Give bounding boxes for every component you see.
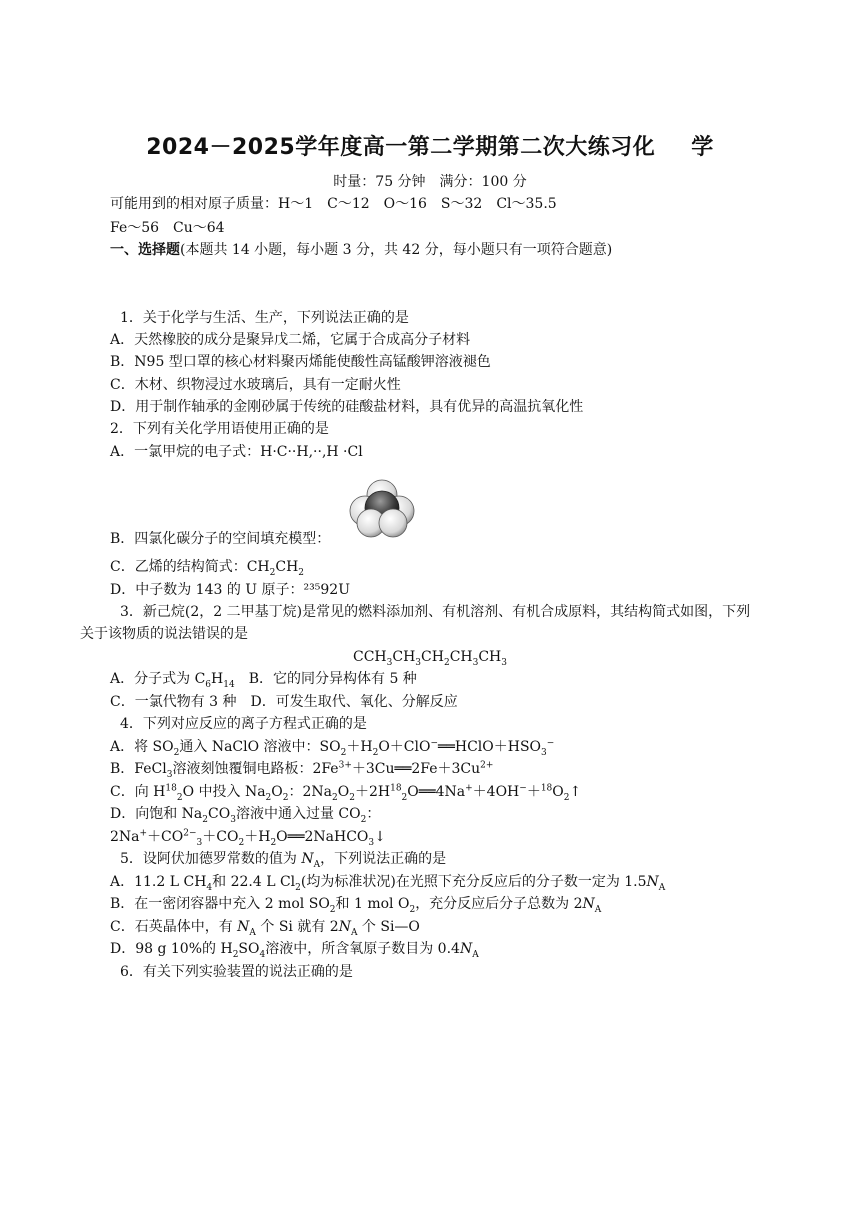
q4-option-a: A．将 $SO_2$通入 NaClO 溶液中：$SO_2+H_2O+ClO^-══HClO+HSO_3^-$ <box>110 738 555 758</box>
q3-options-cd: C．一氯代物有 3 种 D．可发生取代、氧化、分解反应 <box>110 694 458 710</box>
bottom-right-atom <box>379 509 407 537</box>
q3-structural-formula: $CCH_3CH_3CH_2CH_3CH_3$ <box>353 649 507 668</box>
q2-option-a: A．一氯甲烷的电子式：H·C··H,··,H ·Cl <box>110 444 363 460</box>
space-filling-model-image <box>349 479 415 539</box>
q2-option-d: D．中子数为 143 的 U 原子：²³⁵92U <box>110 582 350 598</box>
exam-info: 时量：75 分钟 满分：100 分 <box>333 174 527 190</box>
q5-option-c: C．石英晶体中，有 $N_A$ 个 Si 就有 $2N_A$ 个 Si—O <box>110 919 420 938</box>
q3-stem-line-2: 关于该物质的说法错误的是 <box>80 626 248 642</box>
section-heading <box>110 240 612 260</box>
q6-stem: 6．有关下列实验装置的说法正确的是 <box>120 964 353 980</box>
q3-stem-line-1: 3．新己烷(2，2 二甲基丁烷)是常见的燃料添加剂、有机溶剂、有机合成原料，其结构简式如图，下列 <box>120 604 751 620</box>
q4-option-d-equation: $2Na^++CO^{2-}_3+CO_2+H_2O══2NaHCO_3↓$ <box>110 828 386 848</box>
q3-options-ab: A．分子式为 $C_6H_{14}$ B．它的同分异构体有 5 种 <box>110 671 417 690</box>
atomic-masses-line-2: Fe～56 Cu～64 <box>110 220 225 236</box>
q1-option-a: A．天然橡胶的成分是聚异戊二烯，它属于合成高分子材料 <box>110 332 471 348</box>
q4-stem: 4．下列对应反应的离子方程式正确的是 <box>120 716 367 732</box>
q1-option-c: C．木材、织物浸过水玻璃后，具有一定耐火性 <box>110 377 401 393</box>
q5-option-b: B．在一密闭容器中充入 2 mol $SO_2$和 1 mol $O_2$，充分反应后分子总数为 $2N_A$ <box>110 896 602 915</box>
q5-option-d: D．98 g 10%的 $H_2SO_4$溶液中，所含氧原子数目为 $0.4N_A$ <box>110 941 479 960</box>
q1-option-d: D．用于制作轴承的金刚砂属于传统的硅酸盐材料，具有优异的高温抗氧化性 <box>110 399 584 415</box>
exam-title <box>0 130 860 161</box>
q5-option-a: A．11.2 L $CH_4$和 22.4 L $Cl_2$(均为标准状况)在光照下充分反应后的分子数一定为 $1.5N_A$ <box>110 874 666 893</box>
q2-option-b: B．四氯化碳分子的空间填充模型： <box>110 531 331 547</box>
q1-stem: 1．关于化学与生活、生产，下列说法正确的是 <box>120 310 409 326</box>
q4-option-c: C．向 $H^{18}_2O$ 中投入 $Na_2O_2$：$2Na_2O_2+2H^{18}_2O══4Na^++4OH^-+^{18}O_2↑$ <box>110 783 582 803</box>
q4-option-d: D．向饱和 $Na_2CO_3$溶液中通入过量 $CO_2$： <box>110 806 381 825</box>
q4-option-b: B．FeCl$_3$溶液刻蚀覆铜电路板：$2Fe^{3+}+3Cu══2Fe+3Cu^{2+}$ <box>110 760 494 780</box>
section-title: 一、选择题 <box>110 242 180 258</box>
section-note: (本题共 14 小题，每小题 3 分，共 42 分，每小题只有一项符合题意) <box>180 242 613 258</box>
q1-option-b: B．N95 型口罩的核心材料聚丙烯能使酸性高锰酸钾溶液褪色 <box>110 354 491 370</box>
q5-stem: 5．设阿伏加德罗常数的值为 $N_A$，下列说法正确的是 <box>120 851 447 870</box>
q2-stem: 2．下列有关化学用语使用正确的是 <box>110 421 329 437</box>
exam-title-tail: 学 <box>691 135 714 160</box>
exam-title-main: 2024－2025学年度高一第二学期第二次大练习化 <box>146 135 656 160</box>
q2-option-c: C．乙烯的结构简式：$CH_2CH_2$ <box>110 559 305 578</box>
atomic-masses-line-1: 可能用到的相对原子质量：H～1 C～12 O～16 S～32 Cl～35.5 <box>110 196 557 212</box>
